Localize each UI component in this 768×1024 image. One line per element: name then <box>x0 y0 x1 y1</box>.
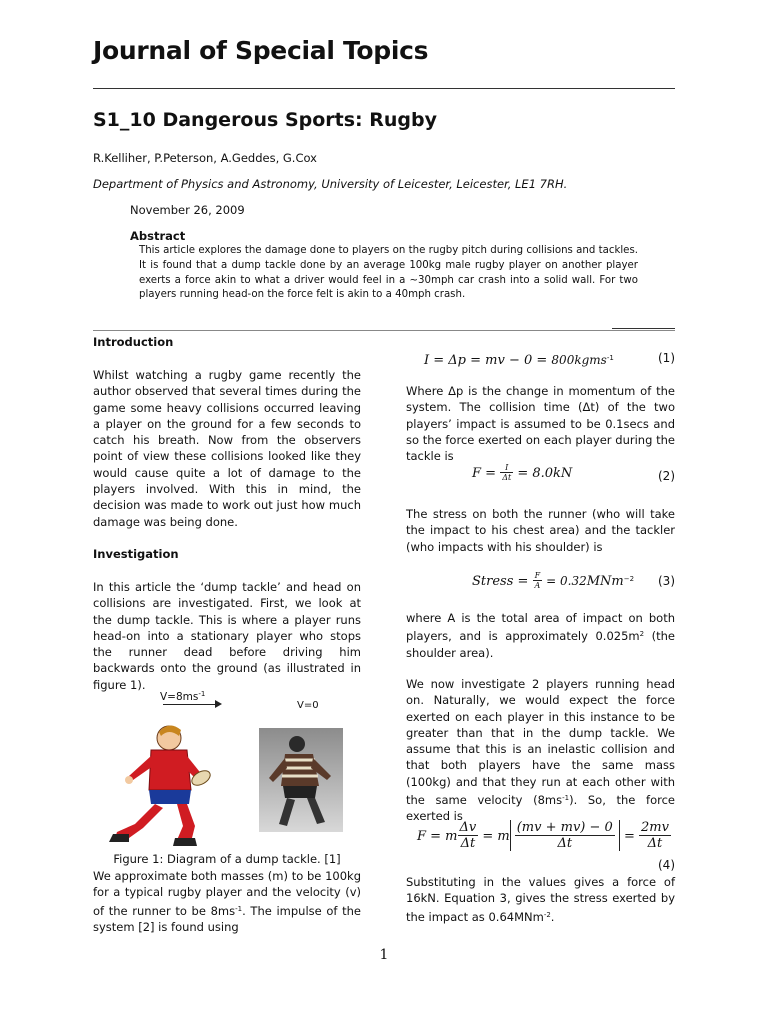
paper-title: S1_10 Dangerous Sports: Rugby <box>93 109 437 131</box>
journal-title: Journal of Special Topics <box>93 36 429 65</box>
equation-4-number: (4) <box>658 858 675 872</box>
authors: R.Kelliher, P.Peterson, A.Geddes, G.Cox <box>93 151 317 165</box>
date: November 26, 2009 <box>130 203 245 217</box>
stationary-velocity-label: V=0 <box>297 700 319 711</box>
abstract-heading: Abstract <box>130 229 186 243</box>
stress-paragraph: The stress on both the runner (who will take the impact to his chest area) and the tackler (who impacts with his shoulder) is <box>406 507 675 554</box>
investigation-heading: Investigation <box>93 547 179 561</box>
intro-heading: Introduction <box>93 335 174 349</box>
rugby-runner-illustration <box>99 720 219 848</box>
runner-velocity-label: $V=8ms^{-1}$ <box>160 690 206 703</box>
section-rule <box>93 330 675 331</box>
equation-2: F = $\frac{I}{\Delta t}$ = 8.0kN (2) <box>472 463 675 483</box>
momentum-paragraph: Where Δp is the change in momentum of the system. The collision time (Δt) of the two players’ impact is assumed to be 0.1secs and so the force exerted on each player during the tackle is <box>406 384 675 464</box>
equation-3: Stress = $\frac{F}{A}$ = 0.32MNm$^{-2}$ (3) <box>472 571 675 590</box>
equation-4: F = m $\frac{\Delta v}{\Delta t}$ = m $\frac{(mv + mv) - 0}{\Delta t}$ = $\frac{2mv}{\Delta t}$ <box>417 820 669 851</box>
area-paragraph: where A is the total area of impact on both players, and is approximately $0.025m^2$ (the shoulder area). <box>406 611 675 660</box>
arrow-head-icon <box>215 700 222 708</box>
intro-paragraph: Whilst watching a rugby game recently the author observed that several times during the game some heavy collisions occurred leaving a player on the ground for a few seconds to catch his breath. Now from the observers point of view these collisions looked like they would cause quite a lot of damage to the players involved. With this in mind, the decision was made to work out just how much damage was being done. <box>93 368 361 529</box>
substitution-paragraph: Substituting in the values gives a force of 16kN. Equation 3, gives the stress exerted by the impact as 0.64MNm$^{-2}$. <box>406 875 675 924</box>
velocity-paragraph: We approximate both masses (m) to be 100kg for a typical rugby player and the velocity (v) of the runner to be $8ms^{-1}$. The impulse of the system [2] is found using <box>93 869 361 934</box>
figure-1 <box>93 688 361 848</box>
stationary-tackler-photo <box>259 728 343 832</box>
velocity-arrow <box>163 704 219 705</box>
head-on-paragraph: We now investigate 2 players running head on. Naturally, we would expect the force exerted on each player in this instance to be greater than that in the dump tackle. We assume that this is an inelastic collision and that both players have the same mass (100kg) and that they run at each other with the same velocity $(8ms^{-1})$. So, the force exerted is <box>406 677 675 824</box>
header-rule <box>93 88 675 89</box>
affiliation: Department of Physics and Astronomy, University of Leicester, Leicester, LE1 7RH. <box>93 177 568 191</box>
figure-caption: Figure 1: Diagram of a dump tackle. [1] <box>113 852 341 866</box>
section-rule-right <box>612 328 675 329</box>
abstract-text: This article explores the damage done to players on the rugby pitch during collisions and tackles. It is found that a dump tackle done by an average 100kg male rugby player on another player exerts a force akin to what a driver would feel in a ~30mph car crash into a solid wall. For two players running head-on the force felt is akin to a 40mph crash. <box>139 245 638 301</box>
equation-1: I = Δp = mv − 0 = 800kgms$^{-1}$ (1) <box>424 351 675 368</box>
investigation-paragraph: In this article the ‘dump tackle’ and head on collisions are investigated. First, we look at the dump tackle. This is where a player runs head-on into a stationary player who stops the runner dead before driving him backwards onto the ground (as illustrated in figure 1). <box>93 580 361 692</box>
page-number: 1 <box>379 947 389 963</box>
